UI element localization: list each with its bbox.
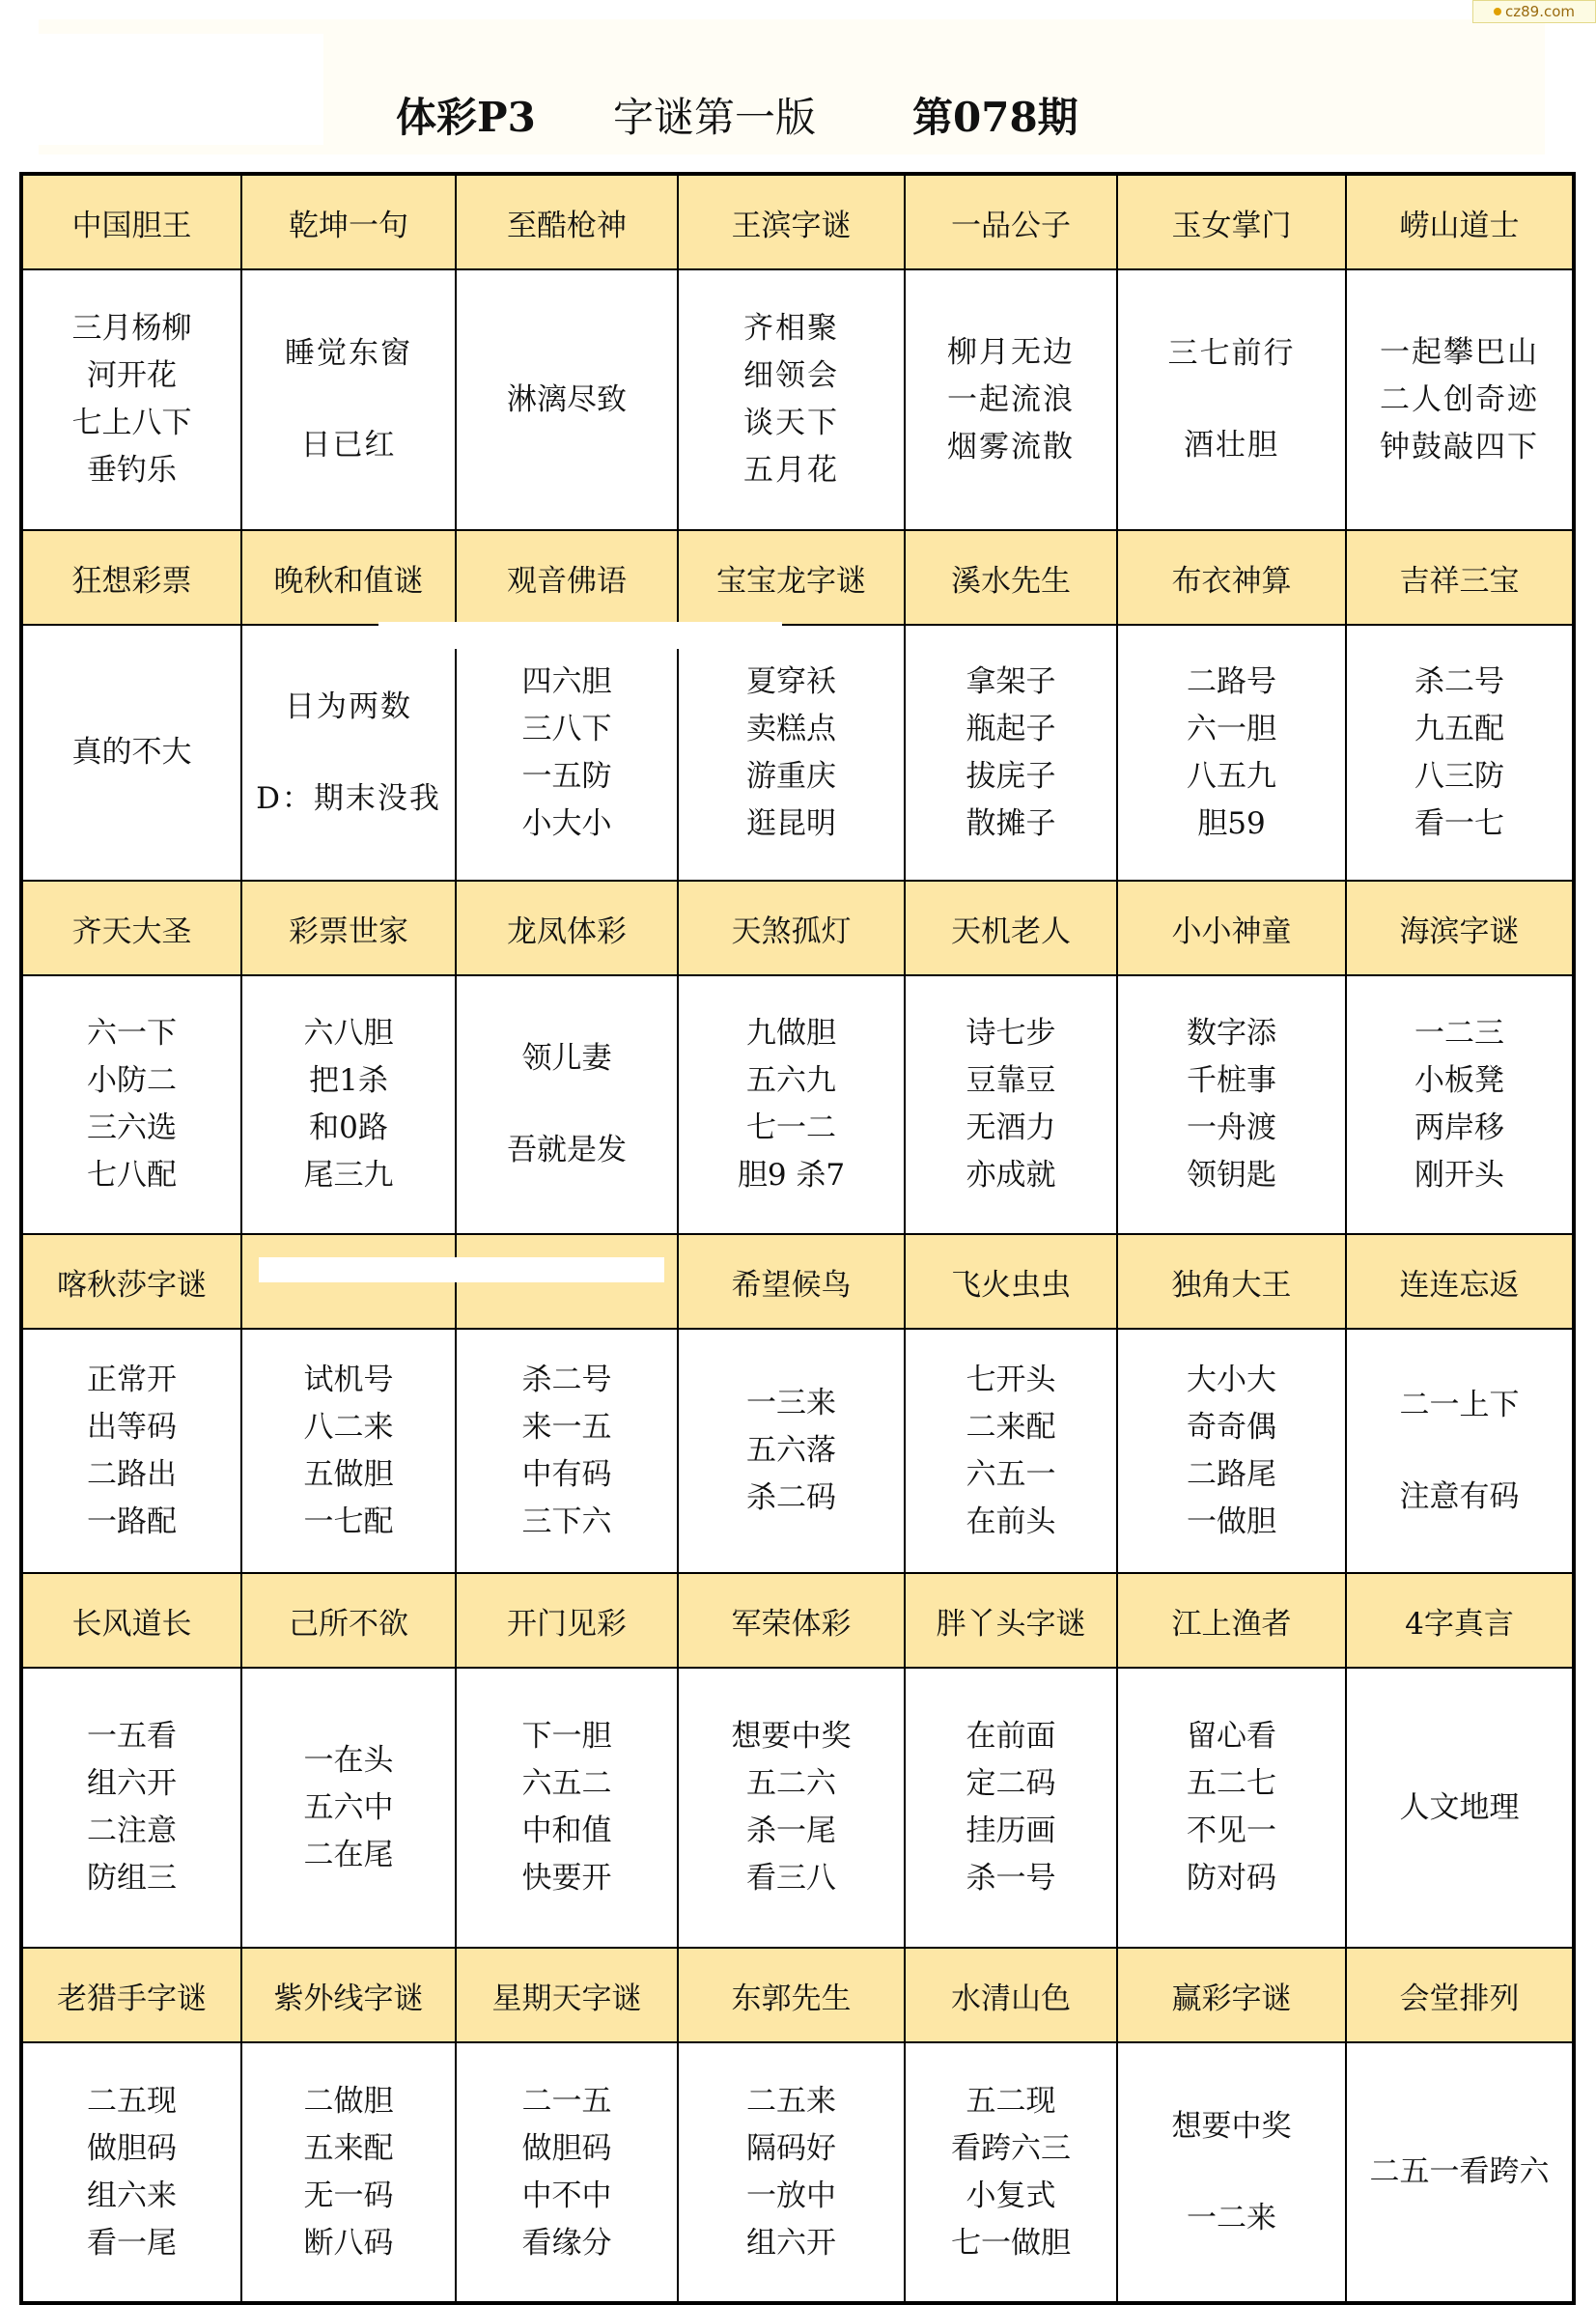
riddle-cell	[21, 975, 241, 1234]
line-gap	[242, 378, 455, 422]
riddle-line: 一路配	[87, 1504, 177, 1539]
column-header-cell: 龙凤体彩	[456, 881, 678, 975]
riddle-line: 看一尾	[87, 2225, 177, 2261]
riddle-line: 组六开	[746, 2225, 836, 2261]
column-header-cell: 吉祥三宝	[1346, 530, 1574, 625]
column-header-cell: 喀秋莎字谜	[21, 1234, 241, 1329]
riddle-line: 小大小	[521, 805, 612, 841]
riddle-cell	[21, 625, 241, 881]
riddle-line: 五六九	[746, 1063, 836, 1098]
riddle-line: 三七前行	[1167, 336, 1296, 371]
riddle-line: 诗七步	[966, 1016, 1056, 1051]
riddle-line: 九五配	[1414, 711, 1504, 746]
riddle-line: 做胆码	[521, 2130, 612, 2166]
column-header-cell: 天煞孤灯	[678, 881, 905, 975]
column-header-cell: 小小神童	[1117, 881, 1346, 975]
riddle-line: 散摊子	[966, 805, 1056, 841]
title-edition	[613, 89, 816, 147]
riddle-cell	[905, 975, 1117, 1234]
riddle-line: 防组三	[87, 1861, 177, 1896]
riddle-cell	[1117, 269, 1346, 530]
riddle-line: 隔码好	[746, 2130, 836, 2166]
riddle-line: 胆59	[1197, 805, 1266, 841]
riddle-line: 六五二	[521, 1766, 612, 1801]
column-header-cell: 东郭先生	[678, 1948, 905, 2042]
riddle-line: 二路尾	[1187, 1456, 1276, 1492]
riddle-line: 中不中	[521, 2178, 612, 2213]
riddle-cell	[241, 1668, 456, 1948]
riddle-line: 组六开	[87, 1766, 177, 1801]
riddle-line: 一二三	[1414, 1016, 1504, 1051]
riddle-cell	[1117, 2042, 1346, 2303]
riddle-line: 七开头	[966, 1362, 1056, 1397]
riddle-line: 无酒力	[966, 1110, 1056, 1145]
column-header-cell: 布衣神算	[1117, 530, 1346, 625]
riddle-line: 注意有码	[1399, 1478, 1520, 1514]
riddle-line: 日已红	[300, 428, 397, 463]
riddle-cell	[1346, 1668, 1574, 1948]
header-row	[21, 1573, 1574, 1668]
line-gap	[1347, 1429, 1572, 1474]
riddle-line: 三月杨柳	[71, 311, 192, 346]
riddle-line: 断八码	[303, 2225, 394, 2261]
riddle-line: 领儿妻	[521, 1041, 612, 1076]
riddle-line: 人文地理	[1399, 1789, 1520, 1825]
riddle-line: 二在尾	[303, 1837, 394, 1872]
riddle-line: 烟雾流散	[947, 429, 1075, 464]
riddle-line: 试机号	[303, 1362, 394, 1397]
title-issue-text: 第078期	[912, 94, 1078, 141]
riddle-line: 八三防	[1414, 758, 1504, 794]
riddle-line: 看缘分	[521, 2225, 612, 2261]
column-header-cell: 会堂排列	[1346, 1948, 1574, 2042]
riddle-line: 钟鼓敲四下	[1380, 429, 1539, 464]
riddle-line: 来一五	[521, 1409, 612, 1445]
riddle-cell	[678, 1329, 905, 1573]
riddle-line: 杀二号	[521, 1362, 612, 1397]
riddle-line: 五做胆	[303, 1456, 394, 1492]
site-watermark[interactable]	[1472, 0, 1596, 23]
riddle-line: 一在头	[303, 1742, 394, 1778]
riddle-cell	[1117, 975, 1346, 1234]
riddle-cell	[21, 1329, 241, 1573]
blank-mask-row4	[259, 1257, 664, 1282]
header-row	[21, 881, 1574, 975]
riddle-line: 五月花	[743, 453, 839, 488]
riddle-line: 二来配	[966, 1409, 1056, 1445]
column-header-cell: 海滨字谜	[1346, 881, 1574, 975]
column-header-cell: 紫外线字谜	[241, 1948, 456, 2042]
column-header-cell: 星期天字谜	[456, 1948, 678, 2042]
riddle-line: 一起攀巴山	[1380, 334, 1539, 370]
riddle-line: 二五一看跨六	[1369, 2154, 1550, 2189]
column-header-cell: 老猎手字谜	[21, 1948, 241, 2042]
riddle-line: 无一码	[303, 2178, 394, 2213]
riddle-line: 定二码	[966, 1766, 1056, 1801]
riddle-line: 中和值	[521, 1813, 612, 1848]
riddle-line: 细领会	[743, 358, 839, 393]
riddle-line: 酒壮胆	[1184, 428, 1279, 463]
column-header-cell: 崂山道士	[1346, 174, 1574, 269]
riddle-cell	[241, 2042, 456, 2303]
riddle-cell	[456, 269, 678, 530]
riddle-line: 八二来	[303, 1409, 394, 1445]
riddle-row	[21, 1668, 1574, 1948]
column-header-cell: 胖丫头字谜	[905, 1573, 1117, 1668]
riddle-line: 五二七	[1187, 1766, 1276, 1801]
riddle-line: 四六胆	[521, 663, 612, 699]
blank-mask-row2	[378, 622, 782, 649]
riddle-cell	[241, 975, 456, 1234]
riddle-cell	[678, 2042, 905, 2303]
riddle-line: 卖糕点	[746, 711, 836, 746]
riddle-line: 垂钓乐	[87, 453, 177, 488]
riddle-line: 六一胆	[1187, 711, 1276, 746]
riddle-line: 真的不大	[71, 735, 192, 770]
riddle-cell	[1117, 625, 1346, 881]
title-edition-text: 字谜第一版	[613, 94, 817, 141]
riddle-line: 游重庆	[746, 758, 836, 794]
title-lottery	[396, 89, 536, 147]
riddle-cell	[241, 269, 456, 530]
riddle-line: 杀一尾	[746, 1813, 836, 1848]
riddle-cell	[456, 2042, 678, 2303]
column-header-cell: 至酷枪神	[456, 174, 678, 269]
riddle-line: 吾就是发	[507, 1133, 627, 1167]
riddle-cell	[905, 2042, 1117, 2303]
riddle-cell	[1346, 269, 1574, 530]
title-lottery-text: 体彩P3	[396, 94, 536, 141]
riddle-line: 七上八下	[71, 406, 192, 440]
column-header-cell: 水清山色	[905, 1948, 1117, 2042]
riddle-cell	[678, 975, 905, 1234]
riddle-line: 齐相聚	[743, 311, 839, 346]
riddle-cell	[21, 1668, 241, 1948]
riddle-line: 和0路	[309, 1110, 388, 1145]
line-gap	[1118, 2150, 1345, 2195]
riddle-line: 六八胆	[303, 1016, 394, 1051]
riddle-line: 小防二	[87, 1063, 177, 1098]
riddle-line: 组六来	[87, 2178, 177, 2213]
riddle-line: 一五看	[87, 1719, 177, 1754]
riddle-line: 豆靠豆	[966, 1063, 1056, 1098]
riddle-cell	[456, 1329, 678, 1573]
column-header-cell: 天机老人	[905, 881, 1117, 975]
riddle-line: 三八下	[521, 711, 612, 746]
riddle-line: 看三八	[746, 1861, 836, 1896]
riddle-line: 刚开头	[1414, 1158, 1504, 1193]
riddle-line: 在前面	[966, 1719, 1056, 1754]
riddle-line: 八五九	[1187, 758, 1276, 794]
riddle-grid	[19, 172, 1576, 2305]
riddle-cell	[1117, 1329, 1346, 1573]
riddle-line: 五六中	[303, 1789, 394, 1825]
riddle-line: 想要中奖	[1171, 2108, 1292, 2144]
column-header-cell: 晚秋和值谜	[241, 530, 456, 625]
header-row	[21, 530, 1574, 625]
riddle-cell	[905, 625, 1117, 881]
riddle-line: 胆9 杀7	[737, 1158, 846, 1193]
riddle-line: 把1杀	[309, 1063, 388, 1098]
riddle-cell	[678, 625, 905, 881]
riddle-line: 七一做胆	[951, 2225, 1071, 2261]
riddle-line: 防对码	[1187, 1861, 1276, 1896]
riddle-line: 二人创奇迹	[1380, 381, 1539, 417]
riddle-cell	[1117, 1668, 1346, 1948]
riddle-line: 一五防	[521, 758, 612, 794]
riddle-line: 想要中奖	[731, 1719, 852, 1754]
riddle-cell	[1346, 2042, 1574, 2303]
riddle-line: 看跨六三	[951, 2130, 1071, 2166]
riddle-row	[21, 625, 1574, 881]
riddle-line: 杀一号	[966, 1861, 1056, 1896]
riddle-cell	[241, 625, 456, 881]
riddle-cell	[456, 975, 678, 1234]
riddle-line: 大小大	[1187, 1362, 1276, 1397]
riddle-cell	[21, 2042, 241, 2303]
riddle-line: 数字添	[1187, 1016, 1276, 1051]
riddle-line: 柳月无边	[947, 334, 1075, 370]
riddle-cell	[905, 269, 1117, 530]
riddle-cell	[21, 269, 241, 530]
logo-placeholder	[39, 34, 323, 145]
riddle-line: 小板凳	[1414, 1063, 1504, 1098]
riddle-row	[21, 2042, 1574, 2303]
riddle-line: 亦成就	[966, 1158, 1056, 1193]
column-header-cell: 4字真言	[1346, 1573, 1574, 1668]
column-header-cell: 一品公子	[905, 174, 1117, 269]
riddle-line: 拔庑子	[966, 758, 1056, 794]
riddle-line: 一三来	[746, 1386, 836, 1420]
riddle-line: 一二来	[1187, 2200, 1276, 2235]
riddle-line: 小复式	[966, 2178, 1056, 2213]
riddle-line: 千桩事	[1187, 1063, 1276, 1098]
column-header-cell: 己所不欲	[241, 1573, 456, 1668]
column-header-cell: 赢彩字谜	[1117, 1948, 1346, 2042]
riddle-line: 逛昆明	[746, 805, 836, 841]
riddle-cell	[1346, 1329, 1574, 1573]
riddle-line: 谈天下	[743, 406, 839, 440]
riddle-line: 夏穿袄	[746, 663, 836, 699]
riddle-line: 六五一	[966, 1456, 1056, 1492]
riddle-line: 二做胆	[303, 2083, 394, 2119]
riddle-line: 一起流浪	[947, 381, 1075, 417]
riddle-line: 二五现	[87, 2083, 177, 2119]
riddle-cell	[905, 1668, 1117, 1948]
riddle-cell	[678, 269, 905, 530]
riddle-line: 五六落	[746, 1433, 836, 1468]
riddle-line: 七八配	[87, 1158, 177, 1193]
riddle-line: 奇奇偶	[1187, 1409, 1276, 1445]
column-header-cell: 独角大王	[1117, 1234, 1346, 1329]
riddle-line: 瓶起子	[966, 711, 1056, 746]
riddle-line: 七一二	[746, 1110, 836, 1145]
column-header-cell: 狂想彩票	[21, 530, 241, 625]
riddle-cell	[1346, 625, 1574, 881]
riddle-line: 二五来	[746, 2083, 836, 2119]
riddle-line: 看一七	[1414, 805, 1504, 841]
riddle-line: 五二现	[966, 2083, 1056, 2119]
column-header-cell: 军荣体彩	[678, 1573, 905, 1668]
line-gap	[457, 1082, 677, 1127]
column-header-cell: 彩票世家	[241, 881, 456, 975]
riddle-line: 一放中	[746, 2178, 836, 2213]
riddle-cell	[905, 1329, 1117, 1573]
riddle-line: 留心看	[1187, 1719, 1276, 1754]
riddle-line: 快要开	[521, 1861, 612, 1896]
riddle-row	[21, 975, 1574, 1234]
riddle-line: 一做胆	[1187, 1504, 1276, 1539]
column-header-cell: 希望候鸟	[678, 1234, 905, 1329]
riddle-line: 二注意	[87, 1813, 177, 1848]
riddle-line: 拿架子	[966, 663, 1056, 699]
riddle-line: 挂历画	[966, 1813, 1056, 1848]
riddle-line: 一七配	[303, 1504, 394, 1539]
column-header-cell: 溪水先生	[905, 530, 1117, 625]
riddle-row	[21, 1329, 1574, 1573]
riddle-line: 领钥匙	[1187, 1158, 1276, 1193]
riddle-line: 中有码	[521, 1456, 612, 1492]
column-header-cell: 开门见彩	[456, 1573, 678, 1668]
riddle-line: 六一下	[87, 1016, 177, 1051]
watermark-text: cz89.com	[1504, 3, 1575, 20]
riddle-line: 五二六	[746, 1766, 836, 1801]
riddle-line: 杀二号	[1414, 663, 1504, 699]
column-header-cell: 乾坤一句	[241, 174, 456, 269]
column-header-cell: 齐天大圣	[21, 881, 241, 975]
riddle-cell	[456, 1668, 678, 1948]
column-header-cell: 长风道长	[21, 1573, 241, 1668]
column-header-cell: 连连忘返	[1346, 1234, 1574, 1329]
riddle-line: D：期末没我	[256, 780, 441, 816]
riddle-line: 尾三九	[303, 1158, 394, 1193]
column-header-cell: 王滨字谜	[678, 174, 905, 269]
riddle-line: 日为两数	[285, 689, 412, 724]
riddle-line: 做胆码	[87, 2130, 177, 2166]
riddle-line: 二一五	[521, 2083, 612, 2119]
riddle-line: 两岸移	[1414, 1110, 1504, 1145]
riddle-line: 五来配	[303, 2130, 394, 2166]
riddle-line: 下一胆	[521, 1719, 612, 1754]
riddle-line: 一舟渡	[1187, 1110, 1276, 1145]
line-gap	[1118, 378, 1345, 422]
riddle-cell	[241, 1329, 456, 1573]
riddle-line: 杀二码	[746, 1480, 836, 1515]
column-header-cell: 中国胆王	[21, 174, 241, 269]
riddle-line: 不见一	[1187, 1813, 1276, 1848]
riddle-line: 出等码	[87, 1409, 177, 1445]
column-header-cell: 玉女掌门	[1117, 174, 1346, 269]
riddle-line: 河开花	[87, 358, 177, 393]
riddle-line: 正常开	[87, 1362, 177, 1397]
riddle-cell	[678, 1668, 905, 1948]
riddle-line: 二一上下	[1399, 1387, 1520, 1422]
riddle-row	[21, 269, 1574, 530]
riddle-line: 九做胆	[746, 1016, 836, 1051]
riddle-line: 二路号	[1187, 663, 1276, 699]
riddle-line: 二路出	[87, 1456, 177, 1492]
riddle-line: 淋漓尽致	[507, 381, 627, 417]
header-row	[21, 174, 1574, 269]
header-row	[21, 1948, 1574, 2042]
riddle-line: 睡觉东窗	[285, 336, 412, 371]
riddle-line: 三六选	[87, 1110, 177, 1145]
line-gap	[242, 731, 455, 775]
riddle-line: 在前头	[966, 1504, 1056, 1539]
riddle-cell	[1346, 975, 1574, 1234]
header-row	[21, 1234, 1574, 1329]
orange-dot-icon	[1494, 8, 1501, 15]
riddle-line: 三下六	[521, 1504, 612, 1539]
column-header-cell: 宝宝龙字谜	[678, 530, 905, 625]
title-issue	[912, 89, 1078, 147]
column-header-cell: 江上渔者	[1117, 1573, 1346, 1668]
column-header-cell: 飞火虫虫	[905, 1234, 1117, 1329]
riddle-cell	[456, 625, 678, 881]
column-header-cell: 观音佛语	[456, 530, 678, 625]
